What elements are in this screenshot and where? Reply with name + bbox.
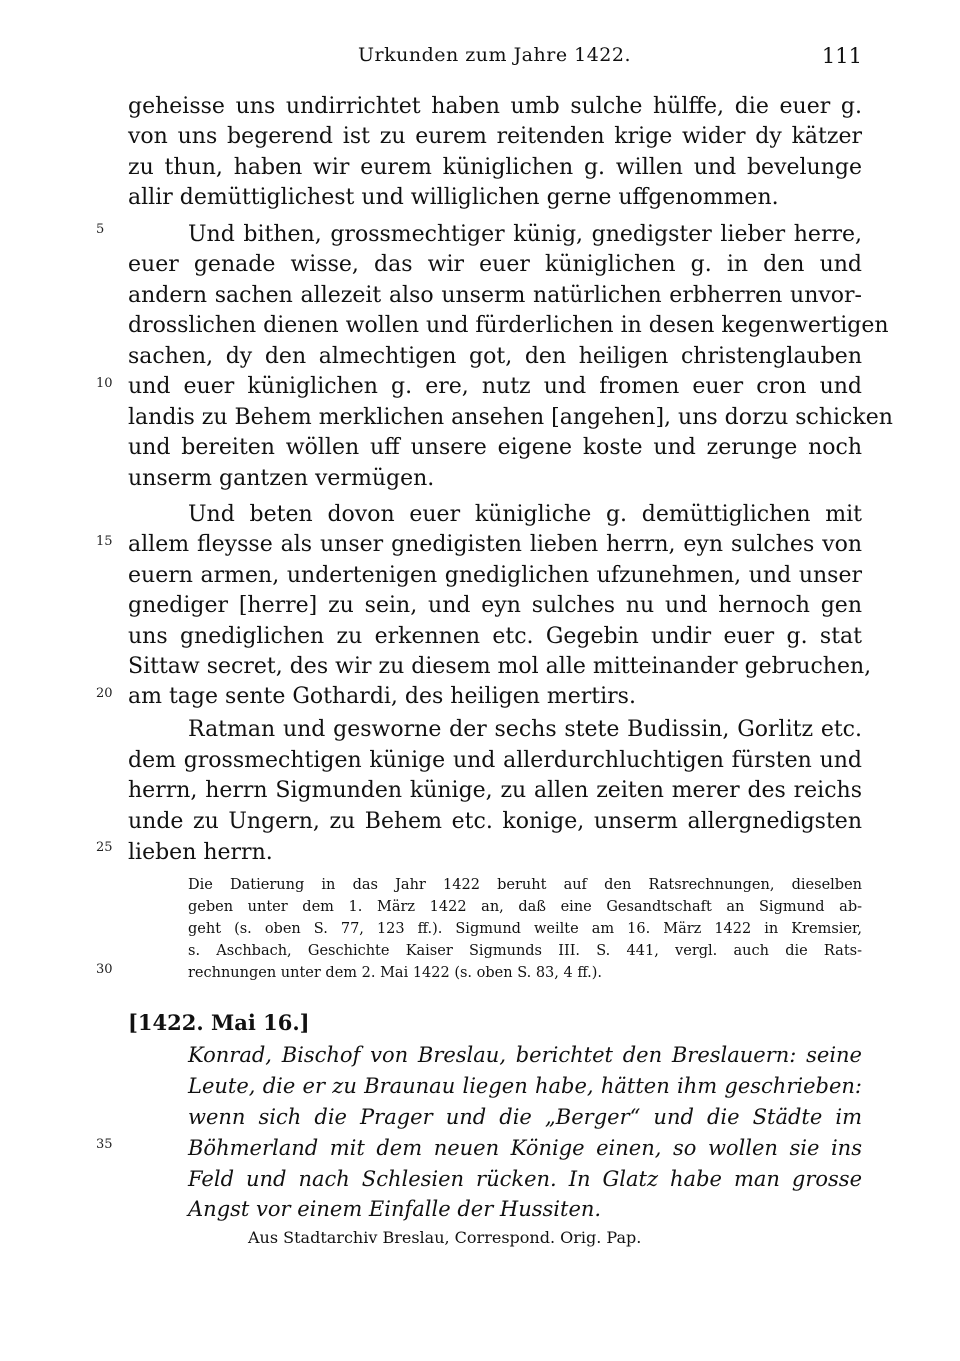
body-line: von uns begerend ist zu eurem reitenden krige wider dy kätzer — [128, 124, 862, 149]
body-line: uns gnediglichen zu erkennen etc. Gegebin undir euer g. stat — [128, 624, 862, 649]
body-line: euern armen, undertenigen gnediglichen ufzunehmen, und unser — [128, 563, 862, 588]
line-number: 35 — [96, 1137, 113, 1152]
running-title: Urkunden zum Jahre 1422. — [358, 44, 632, 66]
footnote-line: geht (s. oben S. 77, 123 ff.). Sigmund weilte am 16. März 1422 in Kremsier, — [188, 921, 862, 937]
body-line: und bereiten wöllen uff unsere eigene koste und zerunge noch — [128, 435, 862, 460]
body-line: landis zu Behem merklichen ansehen [angehen], uns dorzu schicken — [128, 405, 893, 430]
line-number: 5 — [96, 222, 105, 237]
summary-line: Angst vor einem Einfalle der Hussiten. — [188, 1197, 602, 1221]
line-number: 20 — [96, 686, 113, 701]
line-number: 25 — [96, 840, 113, 855]
body-line: allir demüttiglichest und williglichen gerne uffgenommen. — [128, 185, 779, 210]
body-line: sachen, dy den almechtigen got, den heiligen christenglauben — [128, 344, 862, 369]
summary-line: Leute, die er zu Braunau liegen habe, hätten ihm geschrieben: — [188, 1074, 862, 1098]
body-line: lieben herrn. — [128, 840, 273, 865]
body-line: unde zu Ungern, zu Behem etc. konige, unserm allergnedigsten — [128, 809, 862, 834]
footnote-line: rechnungen unter dem 2. Mai 1422 (s. oben S. 83, 4 ff.). — [188, 965, 602, 981]
body-line: am tage sente Gothardi, des heiligen mertirs. — [128, 684, 636, 709]
body-line: und euer küniglichen g. ere, nutz und fromen euer cron und — [128, 374, 862, 399]
page-number: 111 — [821, 44, 862, 68]
footnote-line: geben unter dem 1. März 1422 an, daß eine Gesandtschaft an Sigmund ab- — [188, 899, 862, 915]
body-line: Und beten dovon euer künigliche g. demüttiglichen mit — [188, 502, 862, 527]
body-line: geheisse uns undirrichtet haben umb sulche hülffe, die euer g. — [128, 94, 862, 119]
source-note: Aus Stadtarchiv Breslau, Correspond. Orig. Pap. — [248, 1228, 642, 1247]
line-number: 30 — [96, 962, 113, 977]
body-line: andern sachen allezeit also unserm natürlichen erbherren unvor- — [128, 283, 862, 308]
body-line: Sittaw secret, des wir zu diesem mol alle mitteinander gebruchen, — [128, 654, 872, 679]
running-header — [128, 44, 862, 74]
summary-line: Konrad, Bischof von Breslau, berichtet den Breslauern: seine — [188, 1043, 862, 1067]
body-line: herrn, herrn Sigmunden künige, zu allen zeiten merer des reichs — [128, 778, 862, 803]
footnote-line: Die Datierung in das Jahr 1422 beruht auf den Ratsrechnungen, dieselben — [188, 877, 862, 893]
body-line: unserm gantzen vermügen. — [128, 466, 435, 491]
body-line: dem grossmechtigen künige und allerdurchluchtigen fürsten und — [128, 748, 862, 773]
body-line: zu thun, haben wir eurem küniglichen g. willen und bevelunge — [128, 155, 862, 180]
summary-line: wenn sich die Prager und die „Berger“ und die Städte im — [188, 1105, 862, 1129]
body-line: Ratman und gesworne der sechs stete Budissin, Gorlitz etc. — [188, 717, 862, 742]
footnote-line: s. Aschbach, Geschichte Kaiser Sigmunds III. S. 441, vergl. auch die Rats- — [188, 943, 862, 959]
body-line: gnediger [herre] zu sein, und eyn sulches nu und hernoch gen — [128, 593, 862, 618]
date-heading: [1422. Mai 16.] — [128, 1010, 310, 1035]
line-number: 10 — [96, 376, 113, 391]
summary-line: Feld und nach Schlesien rücken. In Glatz habe man grosse — [188, 1167, 862, 1191]
body-line: allem fleysse als unser gnedigisten lieben herrn, eyn sulches von — [128, 532, 862, 557]
line-number: 15 — [96, 534, 113, 549]
body-line: drosslichen dienen wollen und fürderlichen in desen kegenwertigen — [128, 313, 889, 338]
body-line: Und bithen, grossmechtiger künig, gnedigster lieber herre, — [188, 222, 862, 247]
body-line: euer genade wisse, das wir euer küniglichen g. in den und — [128, 252, 862, 277]
summary-line: Böhmerland mit dem neuen Könige einen, so wollen sie ins — [188, 1136, 862, 1160]
